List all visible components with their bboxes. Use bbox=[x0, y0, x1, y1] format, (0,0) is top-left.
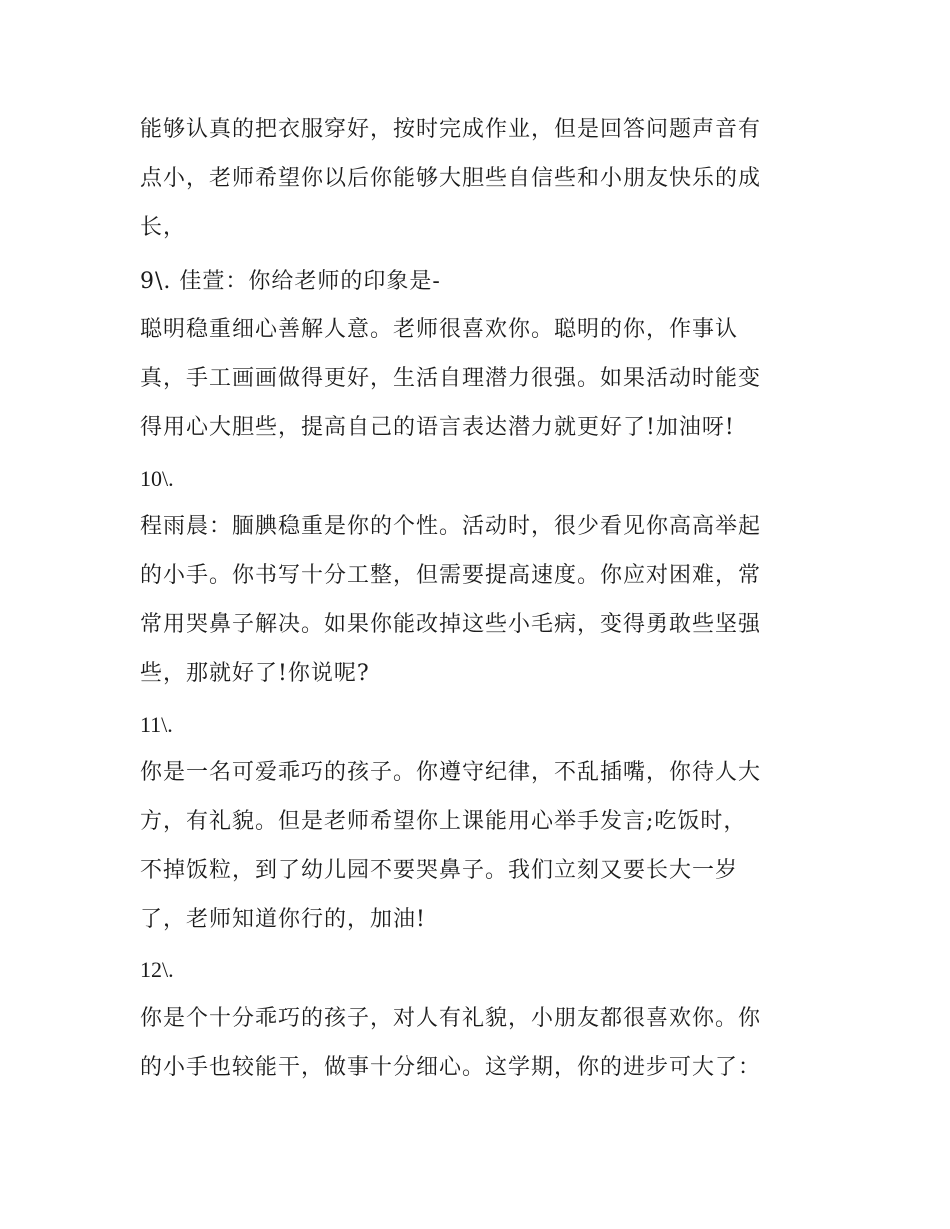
paragraph-line-19: 你是个十分乖巧的孩子，对人有礼貌，小朋友都很喜欢你。你 bbox=[140, 1006, 762, 1031]
item-number-11: 11\. bbox=[140, 712, 173, 737]
paragraph-line-16: 不掉饭粒，到了幼儿园不要哭鼻子。我们立刻又要长大一岁 bbox=[140, 858, 739, 883]
paragraph-line-1: 能够认真的把衣服穿好，按时完成作业，但是回答问题声音有 bbox=[140, 117, 762, 142]
paragraph-line-2: 点小，老师希望你以后你能够大胆些自信些和小朋友快乐的成 bbox=[140, 166, 762, 191]
item-heading-9: 9\. 佳萱：你给老师的印象是- bbox=[140, 269, 441, 294]
paragraph-line-15: 方，有礼貌。但是老师希望你上课能用心举手发言;吃饭时， bbox=[140, 809, 747, 834]
paragraph-line-20: 的小手也较能干，做事十分细心。这学期，你的进步可大了： bbox=[140, 1055, 762, 1080]
paragraph-line-17: 了，老师知道你行的，加油! bbox=[140, 907, 426, 932]
paragraph-line-12: 些，那就好了!你说呢? bbox=[140, 661, 370, 686]
paragraph-line-11: 常用哭鼻子解决。如果你能改掉这些小毛病，变得勇敢些坚强 bbox=[140, 612, 762, 637]
paragraph-line-9: 程雨晨：腼腆稳重是你的个性。活动时，很少看见你高高举起 bbox=[140, 514, 762, 539]
paragraph-line-14: 你是一名可爱乖巧的孩子。你遵守纪律，不乱插嘴，你待人大 bbox=[140, 760, 762, 785]
paragraph-line-5: 聪明稳重细心善解人意。老师很喜欢你。聪明的你，作事认 bbox=[140, 317, 739, 342]
paragraph-line-6: 真，手工画画做得更好，生活自理潜力很强。如果活动时能变 bbox=[140, 366, 762, 391]
paragraph-line-7: 得用心大胆些，提高自己的语言表达潜力就更好了!加油呀! bbox=[140, 415, 735, 440]
item-number-12: 12\. bbox=[140, 957, 174, 982]
paragraph-line-10: 的小手。你书写十分工整，但需要提高速度。你应对困难，常 bbox=[140, 563, 762, 588]
paragraph-line-3: 长， bbox=[140, 215, 187, 240]
item-number-10: 10\. bbox=[140, 466, 174, 491]
